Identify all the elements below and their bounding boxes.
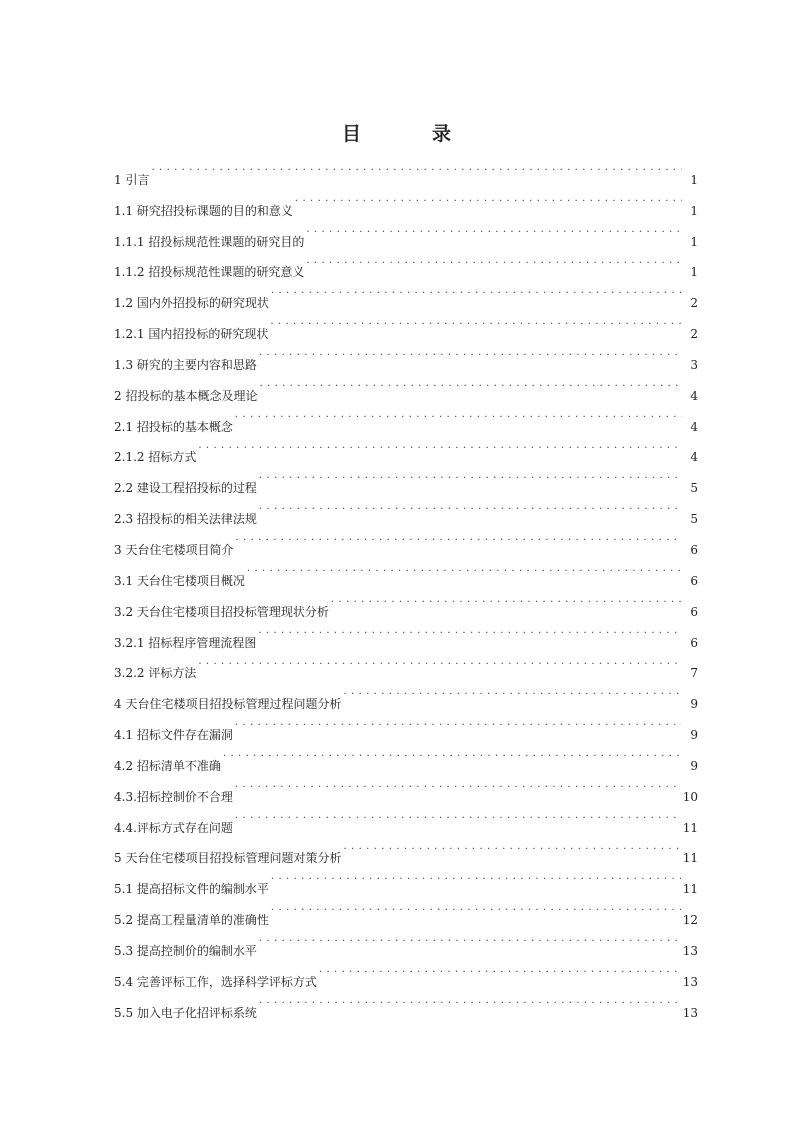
toc-entry-label: 3.1 天台住宅楼项目概况 [114, 573, 245, 588]
toc-entry-page-number: 13 [682, 974, 698, 989]
toc-entry[interactable] [114, 647, 698, 681]
toc-dot-leader [235, 708, 682, 739]
toc-entry-page-number: 13 [682, 943, 698, 958]
toc-entry-page-number: 1 [690, 234, 698, 249]
toc-entry-page-number: 4 [690, 450, 698, 465]
toc-entry-page-number: 12 [682, 913, 698, 928]
toc-entry-label: 3.2.1 招标程序管理流程图 [114, 635, 257, 650]
toc-entry-label: 1 引言 [114, 172, 150, 187]
toc-entry-page-number: 6 [690, 542, 698, 557]
toc-dot-leader [271, 862, 681, 893]
toc-entry-page-number: 5 [690, 481, 698, 496]
toc-entry-label: 2.1.2 招标方式 [114, 450, 197, 465]
toc-dot-leader [223, 739, 682, 770]
toc-entry-label: 3 天台住宅楼项目简介 [114, 542, 234, 557]
toc-entry-label: 2.3 招投标的相关法律法规 [114, 512, 257, 527]
toc-entry-label: 4.3.招标控制价不合理 [114, 789, 233, 804]
toc-entry-page-number: 9 [690, 758, 698, 773]
toc-dot-leader [343, 832, 680, 863]
toc-entry-page-number: 7 [690, 666, 698, 681]
toc-entry-label: 1.3 研究的主要内容和思路 [114, 357, 257, 372]
toc-entry-label: 3.2.2 评标方法 [114, 666, 197, 681]
toc-entry-page-number: 4 [690, 419, 698, 434]
toc-entry-label: 3.2 天台住宅楼项目招投标管理现状分析 [114, 604, 329, 619]
toc-dot-leader [259, 492, 682, 523]
toc-dot-leader [331, 585, 682, 616]
page-title: 目 录 [341, 123, 477, 145]
toc-entry-label: 5.2 提高工程量清单的准确性 [114, 913, 269, 928]
toc-entry[interactable] [114, 431, 698, 465]
toc-dot-leader [295, 184, 682, 215]
toc-entry-label: 5 天台住宅楼项目招投标管理问题对策分析 [114, 851, 342, 866]
toc-entry-page-number: 11 [682, 820, 698, 835]
toc-dot-leader [151, 153, 682, 184]
toc-dot-leader [271, 893, 681, 924]
toc-dot-leader [306, 215, 682, 246]
toc-dot-leader [258, 616, 682, 647]
toc-entry-label: 5.3 提高控制价的编制水平 [114, 943, 257, 958]
toc-dot-leader [270, 307, 682, 338]
toc-entry-page-number: 2 [690, 327, 698, 342]
toc-entry-page-number: 6 [690, 604, 698, 619]
toc-entry-page-number: 9 [690, 697, 698, 712]
toc-entry[interactable] [114, 677, 698, 712]
toc-entry-label: 5.1 提高招标文件的编制水平 [114, 882, 269, 897]
toc-dot-leader [198, 431, 682, 462]
toc-entry-label: 4.4.评标方式存在问题 [114, 820, 233, 835]
toc-entry-page-number: 5 [690, 512, 698, 527]
toc-entry-page-number: 6 [690, 635, 698, 650]
toc-entry-label: 5.4 完善评标工作，选择科学评标方式 [114, 974, 317, 989]
toc-entry-page-number: 11 [682, 851, 698, 866]
toc-entry-page-number: 1 [690, 172, 698, 187]
toc-entry-label: 2.2 建设工程招投标的过程 [114, 481, 257, 496]
toc-dot-leader [259, 369, 682, 400]
toc-dot-leader [343, 677, 682, 708]
toc-dot-leader [319, 955, 681, 986]
toc-entry-label: 4.2 招标清单不准确 [114, 758, 221, 773]
toc-entry-label: 2.1 招投标的基本概念 [114, 419, 233, 434]
toc-entry-page-number: 1 [690, 203, 698, 218]
toc-entry-label: 4.1 招标文件存在漏洞 [114, 728, 233, 743]
toc-entry-page-number: 11 [682, 882, 698, 897]
toc-entry[interactable] [114, 461, 698, 496]
toc-entry-label: 2 招投标的基本概念及理论 [114, 388, 258, 403]
toc-entry-label: 1.1.2 招投标规范性课题的研究意义 [114, 265, 305, 280]
toc-dot-leader [259, 986, 681, 1017]
toc-dot-leader [259, 461, 682, 492]
toc-entry-page-number: 2 [690, 296, 698, 311]
toc-entry[interactable] [114, 184, 698, 218]
toc-dot-leader [306, 246, 682, 277]
toc-entry-label: 1.2.1 国内招投标的研究现状 [114, 327, 269, 342]
toc-dot-leader [247, 554, 682, 585]
toc-entry-label: 1.1 研究招投标课题的目的和意义 [114, 203, 293, 218]
toc-entry-page-number: 6 [690, 573, 698, 588]
toc-entry-label: 5.5 加入电子化招评标系统 [114, 1005, 257, 1020]
toc-entry-page-number: 4 [690, 388, 698, 403]
toc-entry-page-number: 13 [682, 1005, 698, 1020]
toc-entry-page-number: 1 [690, 265, 698, 280]
toc-dot-leader [235, 801, 681, 832]
toc-dot-leader [235, 770, 681, 801]
toc-dot-leader [198, 647, 682, 678]
toc-dot-leader [271, 276, 682, 307]
toc-dot-leader [235, 523, 682, 554]
toc-entry[interactable] [114, 153, 698, 187]
toc-entry-label: 4 天台住宅楼项目招投标管理过程问题分析 [114, 697, 342, 712]
toc-dot-leader [259, 924, 681, 955]
toc-dot-leader [235, 400, 682, 431]
toc-dot-leader [259, 338, 682, 369]
table-of-contents [114, 153, 698, 1020]
toc-entry-page-number: 3 [690, 357, 698, 372]
toc-entry-page-number: 10 [682, 789, 698, 804]
toc-entry-page-number: 9 [690, 728, 698, 743]
toc-entry-label: 1.2 国内外招投标的研究现状 [114, 296, 269, 311]
toc-entry-label: 1.1.1 招投标规范性课题的研究目的 [114, 234, 305, 249]
